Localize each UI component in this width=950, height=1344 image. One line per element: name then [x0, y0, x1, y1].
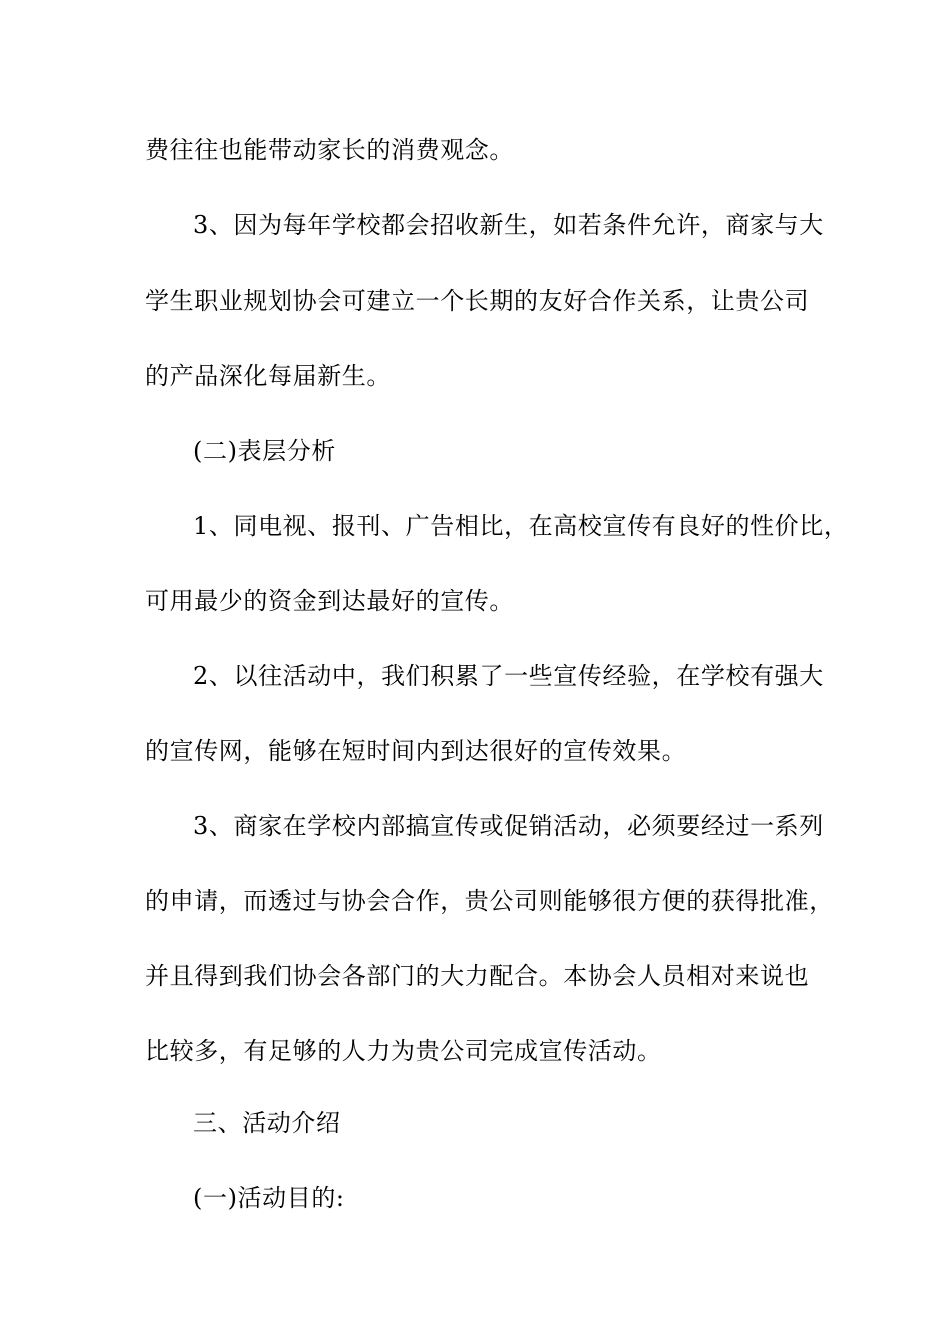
paragraph-line: 并且得到我们协会各部门的大力配合。本协会人员相对来说也: [145, 962, 810, 990]
section-heading: 三、活动介绍: [193, 1109, 341, 1137]
paragraph-line: 比较多，有足够的人力为贵公司完成宣传活动。: [145, 1037, 662, 1065]
section-heading: (二)表层分析: [193, 437, 336, 465]
paragraph-line: 的宣传网，能够在短时间内到达很好的宣传效果。: [145, 737, 687, 765]
paragraph-line: 3、因为每年学校都会招收新生，如若条件允许，商家与大: [193, 211, 824, 239]
paragraph-line: 1、同电视、报刊、广告相比，在高校宣传有良好的性价比，: [193, 512, 849, 540]
paragraph-line: 3、商家在学校内部搞宣传或促销活动，必须要经过一系列: [193, 812, 824, 840]
section-heading: (一)活动目的:: [193, 1184, 345, 1212]
paragraph-line: 费往往也能带动家长的消费观念。: [145, 136, 514, 164]
paragraph-line: 学生职业规划协会可建立一个长期的友好合作关系，让贵公司: [145, 287, 810, 315]
paragraph-line: 可用最少的资金到达最好的宣传。: [145, 587, 514, 615]
paragraph-line: 的产品深化每届新生。: [145, 362, 391, 390]
paragraph-line: 2、以往活动中，我们积累了一些宣传经验，在学校有强大: [193, 662, 824, 690]
paragraph-line: 的申请，而透过与协会合作，贵公司则能够很方便的获得批准，: [145, 887, 834, 915]
